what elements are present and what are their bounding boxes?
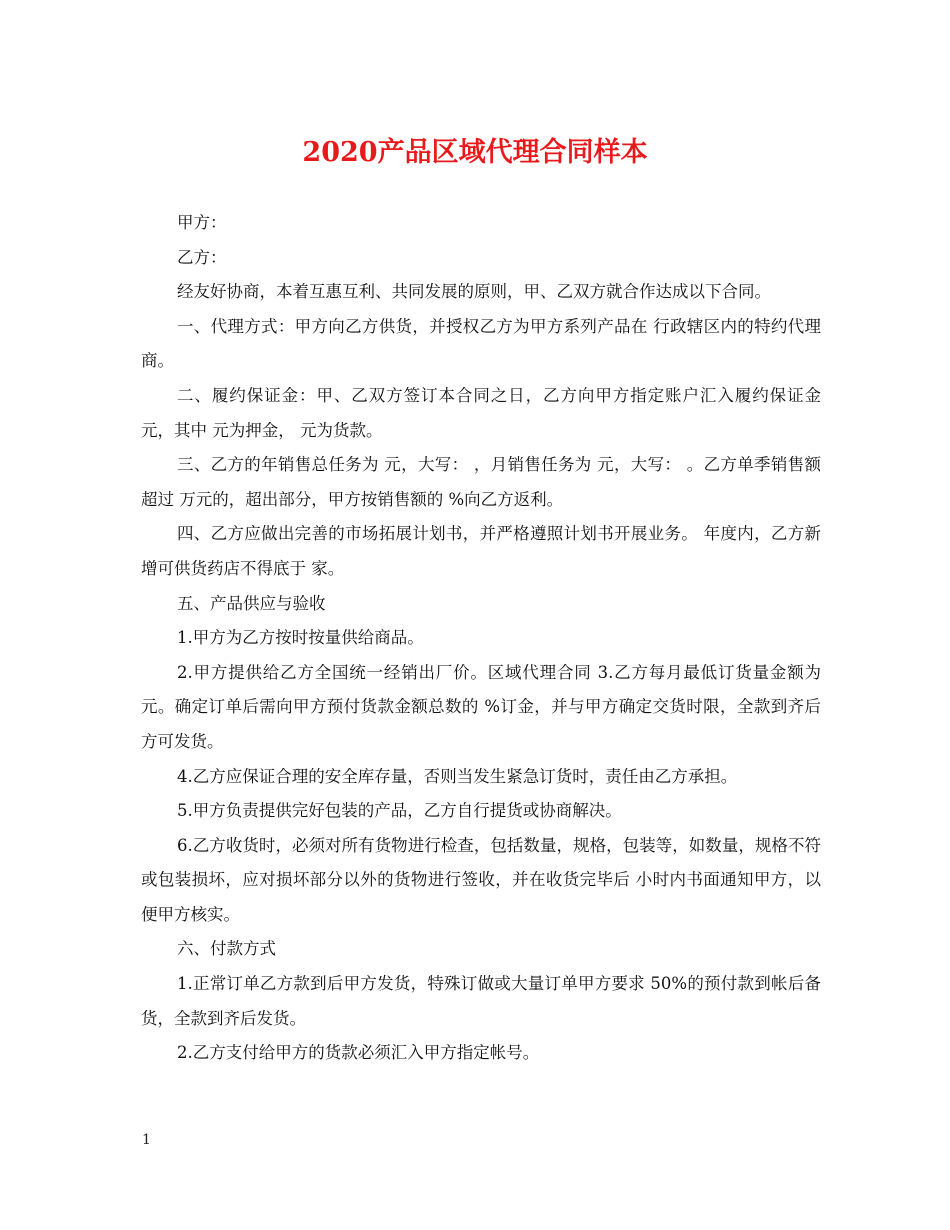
supply-item-2: 2.甲方提供给乙方全国统一经销出厂价。区域代理合同 3.乙方每月最低订货量金额为 元。确定订单后需向甲方预付货款金额总数的 %订金，并与甲方确定交货时限，全款到齐后方可发货。 [141, 662, 821, 751]
preamble-paragraph: 经友好协商，本着互惠互利、共同发展的原则，甲、乙双方就合作达成以下合同。 [177, 282, 771, 302]
section-heading-supply: 五、产品供应与验收 [177, 593, 326, 613]
supply-item-4: 4.乙方应保证合理的安全库存量，否则当发生紧急订货时，责任由乙方承担。 [177, 766, 738, 786]
payment-item-2: 2.乙方支付给甲方的货款必须汇入甲方指定帐号。 [177, 1043, 540, 1063]
document-title: 2020产品区域代理合同样本 [302, 137, 648, 168]
section-heading-payment: 六、付款方式 [177, 939, 276, 959]
page-number: 1 [142, 1132, 151, 1148]
clause-agency-method: 一、代理方式：甲方向乙方供货，并授权乙方为甲方系列产品在 行政辖区内的特约代理商。 [141, 316, 821, 371]
payment-item-1: 1.正常订单乙方款到后甲方发货，特殊订做或大量订单甲方要求 50%的预付款到帐后备货，全款到齐后发货。 [141, 974, 821, 1028]
clause-sales-targets: 三、乙方的年销售总任务为 元，大写： ，月销售任务为 元，大写： 。乙方单季销售额超过 万元的，超出部分，甲方按销售额的 %向乙方返利。 [141, 455, 821, 509]
clause-performance-deposit: 二、履约保证金：甲、乙双方签订本合同之日，乙方向甲方指定账户汇入履约保证金 元，其中 元为押金， 元为货款。 [141, 385, 821, 440]
party-b-line: 乙方： [177, 247, 227, 267]
supply-item-5: 5.甲方负责提供完好包装的产品，乙方自行提货或协商解决。 [177, 801, 622, 821]
party-a-line: 甲方： [177, 213, 227, 232]
clause-market-plan: 四、乙方应做出完善的市场拓展计划书，并严格遵照计划书开展业务。 年度内，乙方新增可供货药店不得底于 家。 [141, 524, 821, 578]
contract-body [141, 206, 821, 1071]
supply-item-6: 6.乙方收货时，必须对所有货物进行检查，包括数量，规格，包装等，如数量，规格不符或包装损坏，应对损坏部分以外的货物进行签收，并在收货完毕后 小时内书面通知甲方，以便甲方核实。 [141, 835, 821, 924]
supply-item-1: 1.甲方为乙方按时按量供给商品。 [177, 628, 424, 648]
